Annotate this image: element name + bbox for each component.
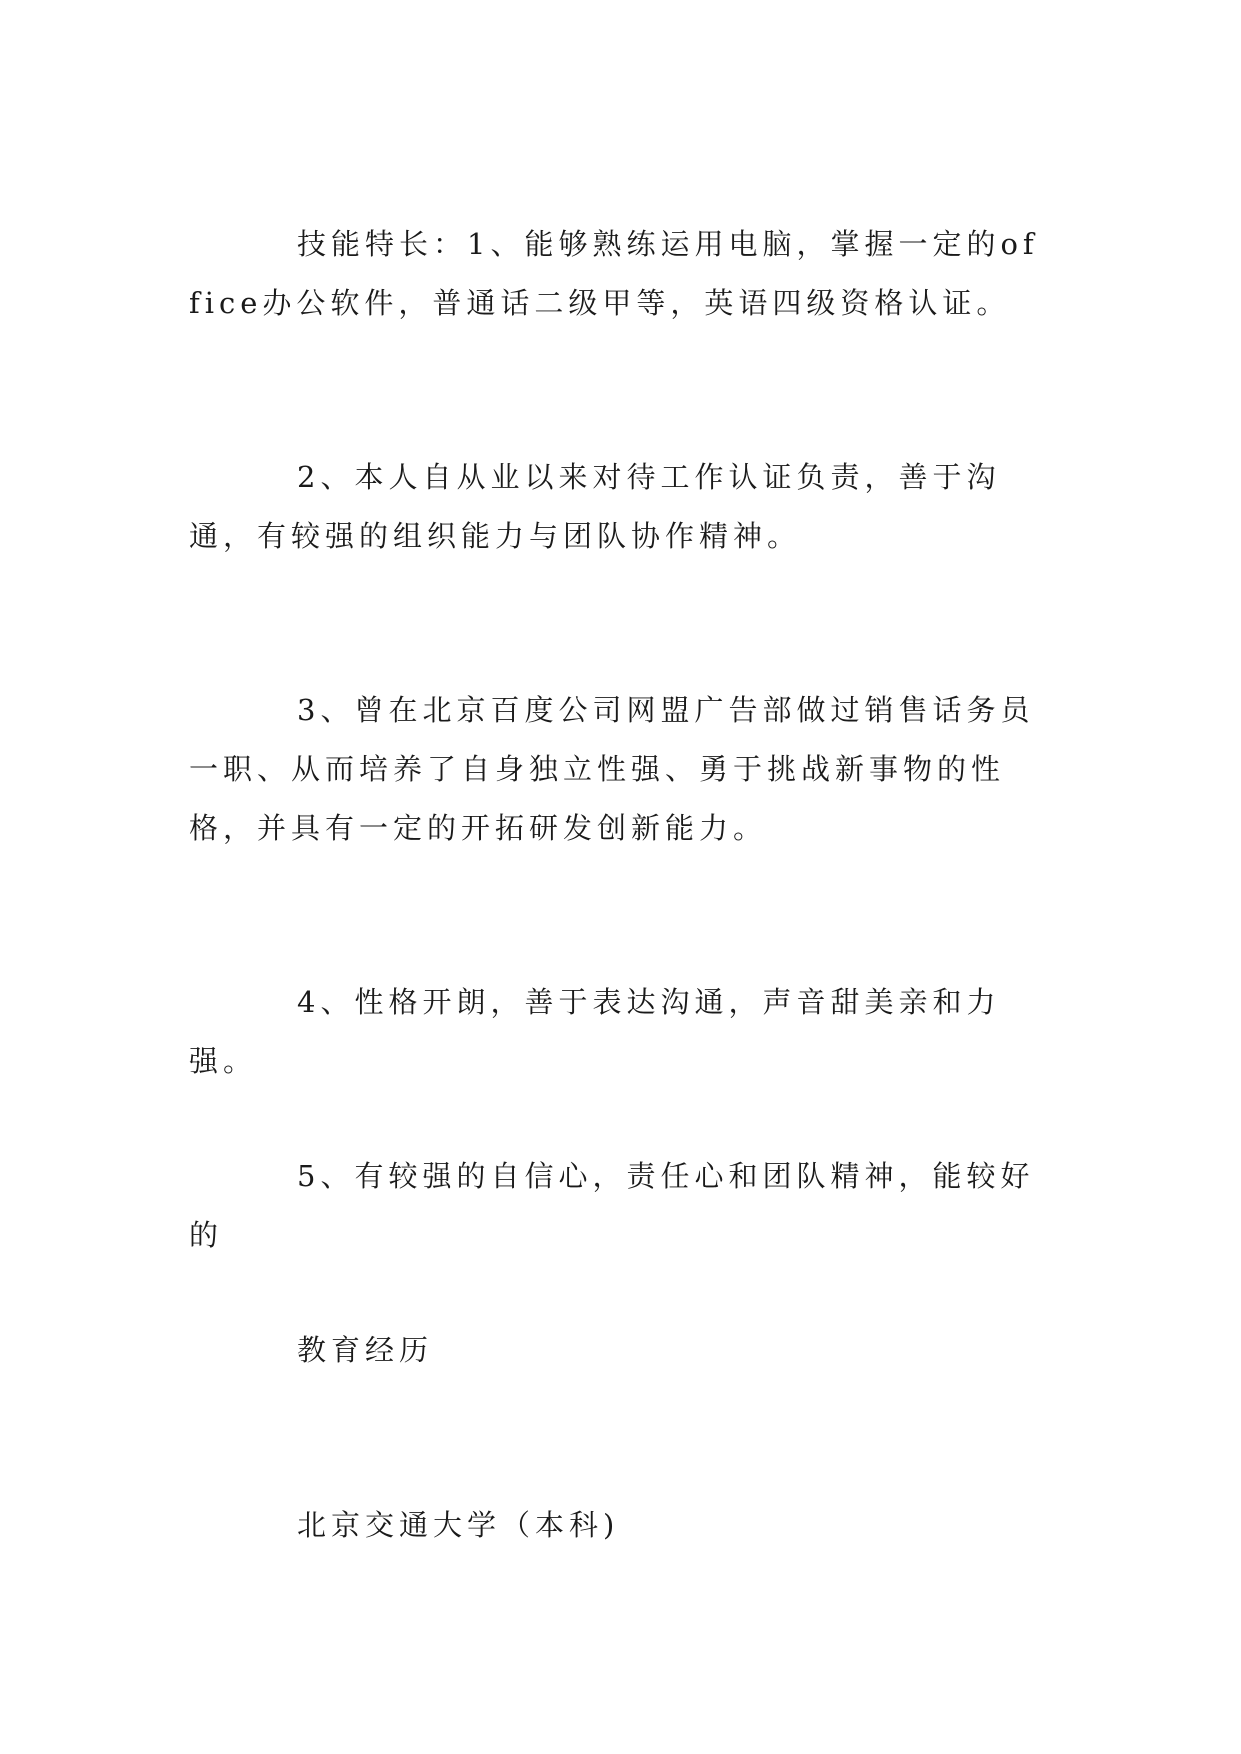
paragraph-responsibility: 2、本人自从业以来对待工作认证负责，善于沟通，有较强的组织能力与团队协作精神。: [189, 460, 1001, 553]
education-school: 北京交通大学（本科): [297, 1508, 620, 1542]
paragraph-experience: 3、曾在北京百度公司网盟广告部做过销售话务员一职、从而培养了自身独立性强、勇于挑战新事物的性格，并具有一定的开拓研发创新能力。: [189, 693, 1035, 845]
section-heading-education: 教育经历: [297, 1333, 434, 1367]
paragraph-confidence: 5、有较强的自信心，责任心和团队精神，能较好的: [189, 1159, 1035, 1252]
paragraph-skills: 技能特长：1、能够熟练运用电脑，掌握一定的office办公软件，普通话二级甲等，英语四级资格认证。: [189, 227, 1039, 320]
paragraph-personality: 4、性格开朗，善于表达沟通，声音甜美亲和力强。: [189, 985, 1001, 1078]
